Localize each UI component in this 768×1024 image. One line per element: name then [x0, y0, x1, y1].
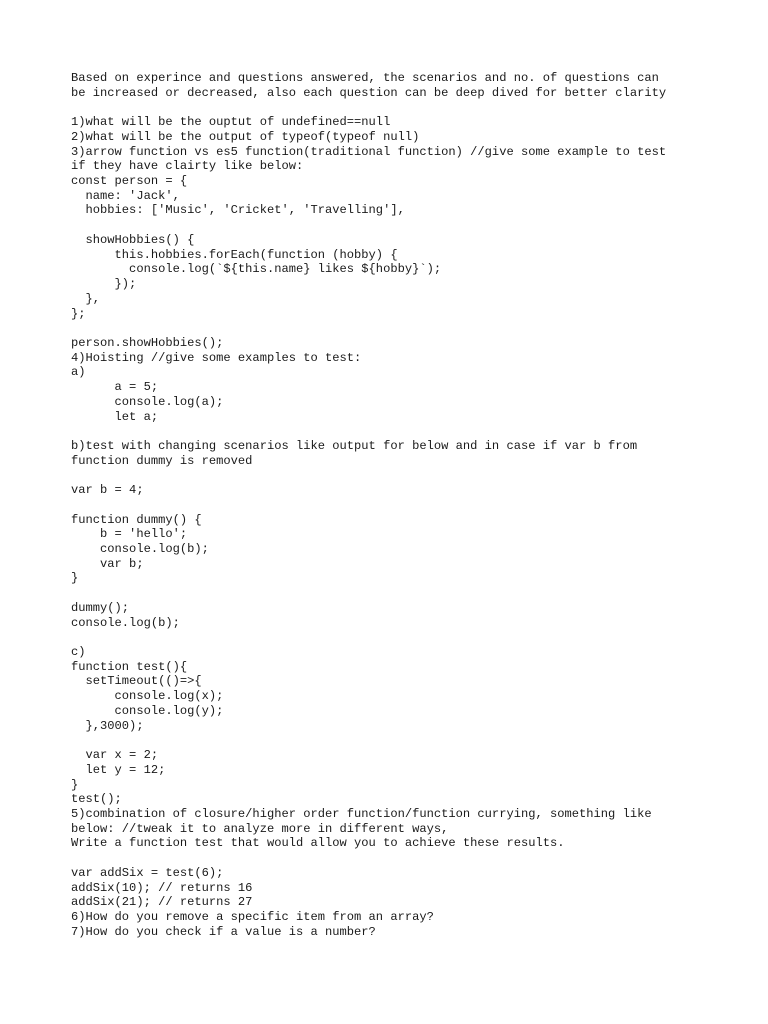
- code-line: addSix(21); // returns 27: [71, 895, 253, 910]
- code-line: function dummy() {: [71, 512, 202, 527]
- sub-item-a: a): [71, 365, 86, 380]
- blank-line: [71, 498, 761, 513]
- blank-line: [71, 851, 761, 866]
- text-line: Based on experince and questions answered, the scenarios and no. of questions can: [71, 71, 659, 85]
- code-line: a = 5;: [71, 380, 159, 395]
- code-line: var b;: [71, 556, 144, 571]
- code-line: console.log(`${this.name} likes ${hobby}`);: [71, 262, 442, 277]
- text-line: function dummy is removed: [71, 453, 253, 468]
- code-line: },3000);: [71, 718, 144, 733]
- text-line: below: //tweak it to analyze more in different ways,: [71, 821, 449, 836]
- code-line: this.hobbies.forEach(function (hobby) {: [71, 247, 398, 262]
- code-line: console.log(b);: [71, 615, 180, 630]
- code-line: var addSix = test(6);: [71, 865, 224, 880]
- text-line: Write a function test that would allow you to achieve these results.: [71, 836, 565, 851]
- code-line: var b = 4;: [71, 483, 144, 498]
- code-line: addSix(10); // returns 16: [71, 880, 253, 895]
- blank-line: [71, 468, 761, 483]
- blank-line: [71, 630, 761, 645]
- blank-line: [71, 218, 761, 233]
- code-line: console.log(a);: [71, 394, 224, 409]
- blank-line: [71, 424, 761, 439]
- question-5: 5)combination of closure/higher order function/function currying, something like: [71, 806, 652, 821]
- sub-item-c: c): [71, 645, 86, 660]
- question-2: 2)what will be the output of typeof(typeof null): [71, 129, 420, 144]
- code-line: name: 'Jack',: [71, 188, 180, 203]
- code-line: }: [71, 777, 79, 792]
- text-line: if they have clairty like below:: [71, 159, 304, 174]
- code-line: };: [71, 306, 86, 321]
- code-line: let y = 12;: [71, 762, 166, 777]
- blank-line: [71, 321, 761, 336]
- document-text: [71, 71, 761, 939]
- code-line: test();: [71, 792, 122, 807]
- sub-item-b: b)test with changing scenarios like output for below and in case if var b from: [71, 438, 638, 453]
- code-line: },: [71, 291, 101, 306]
- code-line: console.log(y);: [71, 703, 224, 718]
- code-line: }: [71, 571, 79, 586]
- code-line: b = 'hello';: [71, 527, 188, 542]
- code-line: hobbies: ['Music', 'Cricket', 'Travelling'],: [71, 203, 405, 218]
- text-line: be increased or decreased, also each question can be deep dived for better clarity: [71, 85, 667, 100]
- question-4: 4)Hoisting //give some examples to test:: [71, 350, 362, 365]
- code-line: person.showHobbies();: [71, 335, 224, 350]
- code-line: setTimeout(()=>{: [71, 674, 202, 689]
- code-line: console.log(b);: [71, 542, 209, 556]
- question-1: 1)what will be the ouptut of undefined==null: [71, 115, 391, 130]
- code-line: const person = {: [71, 174, 188, 189]
- code-line: });: [71, 277, 137, 292]
- code-line: var x = 2;: [71, 748, 159, 763]
- question-6: 6)How do you remove a specific item from an array?: [71, 909, 434, 924]
- question-7: 7)How do you check if a value is a number?: [71, 924, 376, 939]
- code-line: showHobbies() {: [71, 232, 195, 247]
- code-line: let a;: [71, 409, 159, 424]
- blank-line: [71, 733, 761, 748]
- code-line: dummy();: [71, 600, 130, 615]
- blank-line: [71, 100, 761, 115]
- blank-line: [71, 586, 761, 601]
- question-3: 3)arrow function vs es5 function(traditional function) //give some example to test: [71, 144, 667, 159]
- code-line: function test(){: [71, 659, 188, 674]
- code-line: console.log(x);: [71, 689, 224, 704]
